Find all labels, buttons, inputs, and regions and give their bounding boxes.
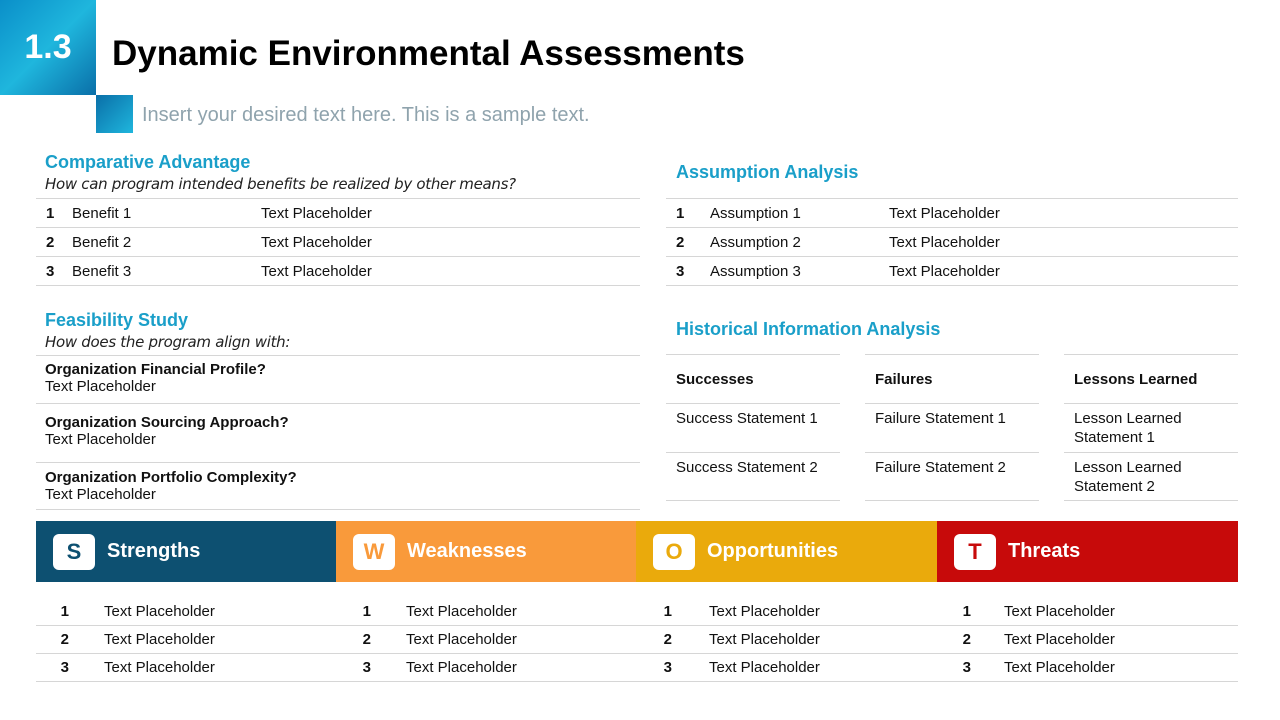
row-value: Text Placeholder: [261, 204, 372, 222]
table-row: [666, 199, 1238, 228]
feasibility-study-title: Feasibility Study: [45, 310, 189, 330]
feasibility-study-question: How does the program align with:: [45, 333, 291, 351]
row-number: 1: [46, 204, 55, 222]
row-value: Text Placeholder: [709, 631, 820, 648]
feasibility-list: [36, 355, 640, 510]
threats-letter-icon: T: [954, 534, 996, 570]
row-value: Text Placeholder: [889, 204, 1000, 222]
comparative-advantage-title: Comparative Advantage: [45, 152, 251, 172]
table-cell: Failure Statement 1: [865, 403, 1039, 452]
row-value: Text Placeholder: [261, 262, 372, 280]
table-cell: Failure Statement 2: [865, 452, 1039, 501]
row-number: 2: [46, 233, 55, 251]
column-header: Failures: [865, 354, 1039, 403]
row-value: Text Placeholder: [889, 262, 1000, 280]
item-answer: Text Placeholder: [45, 378, 156, 395]
historical-analysis-title: Historical Information Analysis: [676, 319, 941, 339]
row-label: Benefit 3: [72, 262, 132, 280]
row-number: 2: [962, 631, 971, 648]
row-value: Text Placeholder: [1004, 631, 1115, 648]
list-item: [336, 626, 636, 654]
row-label: Benefit 1: [72, 204, 132, 222]
row-value: Text Placeholder: [709, 603, 820, 620]
table-row: [666, 257, 1238, 286]
row-value: Text Placeholder: [709, 659, 820, 676]
row-value: Text Placeholder: [261, 233, 372, 251]
assumption-analysis-table: [666, 198, 1238, 286]
row-label: Benefit 2: [72, 233, 132, 251]
row-label: Assumption 1: [710, 204, 801, 222]
swot-label: Strengths: [107, 540, 201, 562]
row-value: Text Placeholder: [406, 603, 517, 620]
threats-list: [937, 598, 1238, 682]
swot-label: Threats: [1008, 540, 1081, 562]
column-header: Successes: [666, 354, 840, 403]
item-question: Organization Sourcing Approach?: [45, 414, 289, 431]
weaknesses-list: [336, 598, 636, 682]
row-label: Assumption 2: [710, 233, 801, 251]
item-question: Organization Financial Profile?: [45, 361, 266, 378]
row-value: Text Placeholder: [406, 631, 517, 648]
row-number: 2: [663, 631, 672, 648]
list-item: [336, 654, 636, 682]
list-item: [36, 355, 640, 403]
row-number: 1: [663, 603, 672, 620]
decorative-square: [96, 95, 133, 133]
swot-threats-header: [937, 521, 1238, 582]
successes-column: [666, 354, 840, 501]
list-item: [36, 403, 640, 462]
swot-label: Weaknesses: [407, 540, 527, 562]
list-item: [36, 462, 640, 510]
row-value: Text Placeholder: [1004, 603, 1115, 620]
item-answer: Text Placeholder: [45, 486, 156, 503]
list-item: [636, 598, 937, 626]
failures-column: [865, 354, 1039, 501]
list-item: [937, 598, 1238, 626]
table-cell: Success Statement 2: [666, 452, 840, 501]
row-value: Text Placeholder: [104, 603, 215, 620]
list-item: [636, 626, 937, 654]
row-number: 3: [60, 659, 69, 676]
row-number: 3: [46, 262, 55, 280]
row-number: 3: [676, 262, 685, 280]
row-number: 3: [663, 659, 672, 676]
row-number: 1: [676, 204, 685, 222]
lessons-learned-column: [1064, 354, 1238, 501]
swot-opportunities-header: [636, 521, 937, 582]
row-value: Text Placeholder: [104, 631, 215, 648]
table-row: [36, 228, 640, 257]
row-label: Assumption 3: [710, 262, 801, 280]
list-item: [36, 626, 336, 654]
page-title: Dynamic Environmental Assessments: [112, 34, 745, 73]
item-question: Organization Portfolio Complexity?: [45, 469, 297, 486]
section-number-badge: 1.3: [0, 0, 96, 95]
row-number: 2: [60, 631, 69, 648]
assumption-analysis-title: Assumption Analysis: [676, 162, 859, 182]
table-row: [36, 257, 640, 286]
opportunities-letter-icon: O: [653, 534, 695, 570]
strengths-list: [36, 598, 336, 682]
list-item: [636, 654, 937, 682]
comparative-advantage-table: [36, 198, 640, 286]
swot-label: Opportunities: [707, 540, 839, 562]
list-item: [336, 598, 636, 626]
row-value: Text Placeholder: [889, 233, 1000, 251]
column-header: Lessons Learned: [1064, 354, 1238, 403]
row-number: 2: [676, 233, 685, 251]
swot-strengths-header: [36, 521, 336, 582]
list-item: [36, 598, 336, 626]
row-number: 3: [962, 659, 971, 676]
list-item: [36, 654, 336, 682]
page-subtitle: Insert your desired text here. This is a sample text.: [142, 104, 590, 126]
swot-weaknesses-header: [336, 521, 636, 582]
table-row: [36, 199, 640, 228]
strengths-letter-icon: S: [53, 534, 95, 570]
table-cell: Lesson Learned Statement 2: [1064, 452, 1238, 501]
comparative-advantage-question: How can program intended benefits be realized by other means?: [45, 175, 516, 193]
opportunities-list: [636, 598, 937, 682]
table-cell: Success Statement 1: [666, 403, 840, 452]
weaknesses-letter-icon: W: [353, 534, 395, 570]
row-value: Text Placeholder: [1004, 659, 1115, 676]
table-cell: Lesson Learned Statement 1: [1064, 403, 1238, 452]
row-number: 2: [362, 631, 371, 648]
row-value: Text Placeholder: [104, 659, 215, 676]
row-number: 1: [60, 603, 69, 620]
row-number: 3: [362, 659, 371, 676]
list-item: [937, 654, 1238, 682]
item-answer: Text Placeholder: [45, 431, 156, 448]
table-row: [666, 228, 1238, 257]
row-value: Text Placeholder: [406, 659, 517, 676]
row-number: 1: [362, 603, 371, 620]
list-item: [937, 626, 1238, 654]
row-number: 1: [962, 603, 971, 620]
